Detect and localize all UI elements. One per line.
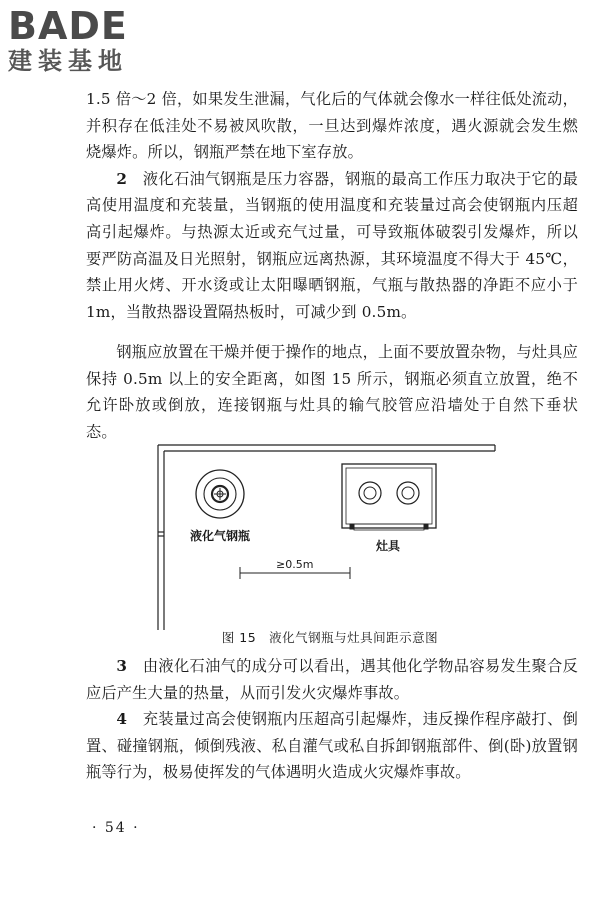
item-number-4: 4 — [116, 710, 128, 729]
logo — [8, 4, 128, 76]
text-block-middle — [86, 339, 578, 445]
figure-diagram — [150, 440, 510, 630]
paragraph-2-text: 液化石油气钢瓶是压力容器，钢瓶的最高工作压力取决于它的最高使用温度和充装量，当钢瓶的使用温度和充装量过高会使钢瓶内压超高引起爆炸。与热源太近或充气过量，可导致瓶体破裂引发爆炸，所以要严防高温及日光照射，钢瓶应远离热源，其环境温度不得大于 45℃，禁止用火烤、开水烫或让太阳曝晒钢瓶，气瓶与散热器的净距不应小于 1m，当散热器设置隔热板时，可减少到 0.5m。 — [86, 169, 579, 321]
logo-tagline: 建装基地 — [8, 47, 128, 75]
logo-brand: BADE — [8, 4, 128, 48]
item-number-2: 2 — [116, 169, 128, 188]
paragraph-5 — [86, 706, 578, 786]
text-block-top — [86, 86, 578, 325]
paragraph-4-text: 由液化石油气的成分可以看出，遇其他化学物品容易发生聚合反应后产生大量的热量，从而引发火灾爆炸事故。 — [86, 657, 579, 702]
figure-15 — [150, 440, 510, 634]
figure-caption: 图 15 液化气钢瓶与灶具间距示意图 — [221, 630, 439, 645]
stove-label: 灶具 — [376, 539, 401, 553]
paragraph-2 — [86, 166, 578, 326]
cylinder-label: 液化气钢瓶 — [190, 529, 251, 543]
gas-cylinder-icon — [196, 470, 244, 518]
item-number-3: 3 — [116, 657, 128, 675]
distance-label: ≥0.5m — [276, 558, 314, 571]
page-number: · 54 · — [92, 820, 140, 836]
text-block-bottom — [86, 653, 578, 786]
paragraph-4 — [86, 653, 578, 706]
paragraph-1: 1.5 倍～2 倍，如果发生泄漏，气化后的气体就会像水一样往低处流动，并积存在低洼处不易被风吹散，一旦达到爆炸浓度，遇火源就会发生燃烧爆炸。所以，钢瓶严禁在地下室存放。 — [86, 90, 578, 162]
paragraph-5-text: 充装量过高会使钢瓶内压超高引起爆炸，违反操作程序敲打、倒置、碰撞钢瓶，倾倒残液、私自灌气或私自拆卸钢瓶部件、倒(卧)放置钢瓶等行为，极易使挥发的气体遇明火造成火灾爆炸事故。 — [86, 710, 579, 782]
paragraph-3: 钢瓶应放置在干燥并便于操作的地点，上面不要放置杂物，与灶具应保持 0.5m 以上的安全距离，如图 15 所示，钢瓶必须直立放置，绝不允许卧放或倒放，连接钢瓶与灶具的输气胶管应沿墙处于自然下垂状态。 — [86, 343, 579, 441]
stove-icon — [342, 464, 436, 530]
